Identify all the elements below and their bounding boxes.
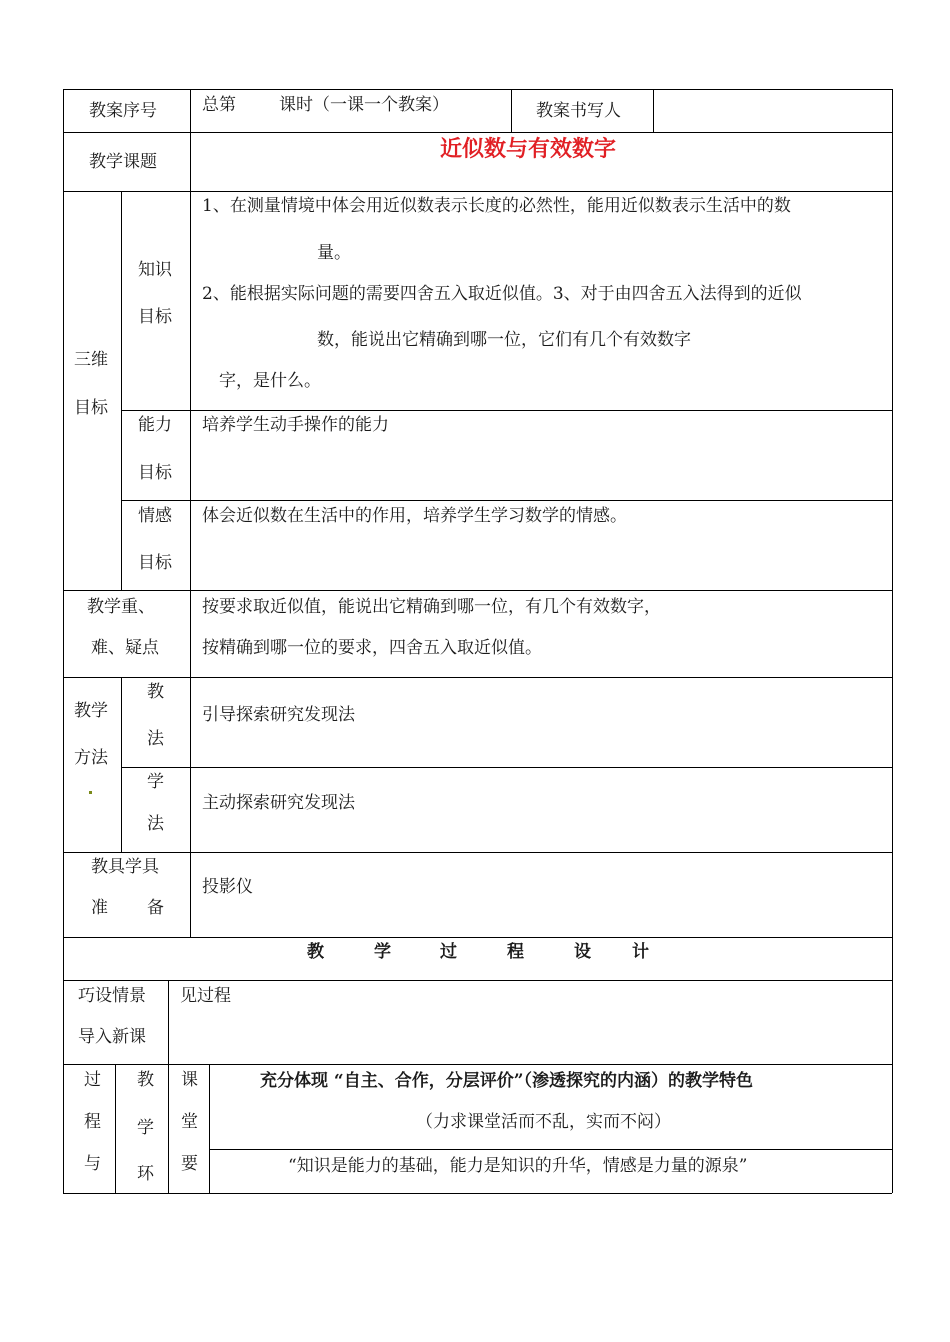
row-divider [63,1064,892,1065]
knowledge-objective-text: 量。 [317,243,351,263]
lesson-title: 近似数与有效数字 [440,136,617,162]
plan-writer-label: 教案书写人 [536,101,621,121]
emotion-objective-label: 目标 [138,553,172,573]
intro-label: 巧设情景 [78,986,146,1006]
key-points-text: 按要求取近似值，能说出它精确到哪一位，有几个有效数字， [202,597,661,617]
process-column-char: 与 [84,1154,101,1174]
emotion-objective-text: 体会近似数在生活中的作用，培养学生学习数学的情感。 [202,506,627,526]
process-design-heading: 计 [632,942,649,962]
knowledge-objective-text: 字，是什么。 [219,371,321,391]
teaching-feature-note: （力求课堂活而不乱，实而不闷） [416,1112,671,1132]
process-column-char: 课 [181,1070,198,1090]
tools-label: 准 [91,898,108,918]
tools-label: 教具学具 [91,857,159,877]
objectives-group-label: 目标 [74,398,108,418]
row-divider [63,191,892,192]
table-border-right [892,89,893,1193]
process-column-char: 过 [84,1070,101,1090]
total-lesson-label: 总第 [202,95,236,115]
period-label: 课时（一课一个教案） [279,95,449,115]
intro-label: 导入新课 [78,1027,146,1047]
col-divider [511,89,512,132]
teaching-feature-text: 充分体现 “自主、合作，分层评价”（渗透探究的内涵）的教学特色 [260,1071,753,1091]
col-divider [653,89,654,132]
ability-objective-label: 目标 [138,463,172,483]
learning-method-label: 法 [147,814,164,834]
teaching-method-label: 教 [147,682,164,702]
row-divider [63,677,892,678]
process-column-char: 环 [137,1164,154,1184]
teaching-method-text: 引导探索研究发现法 [202,705,355,725]
knowledge-objective-text: 数，能说出它精确到哪一位，它们有几个有效数字 [317,330,691,350]
row-divider [63,590,892,591]
topic-label: 教学课题 [89,152,157,172]
teaching-method-label: 法 [147,729,164,749]
ability-objective-label: 能力 [138,415,172,435]
table-border-top [63,89,892,90]
col-divider [168,980,169,1193]
methods-label: 教学 [74,701,108,721]
row-divider [121,410,892,411]
key-points-label: 教学重、 [87,597,155,617]
teaching-quote: “知识是能力的基础，能力是知识的升华，情感是力量的源泉” [288,1156,748,1176]
row-divider [121,500,892,501]
process-design-heading: 教 [307,942,324,962]
process-design-heading: 过 [440,942,457,962]
ability-objective-text: 培养学生动手操作的能力 [202,415,389,435]
tools-text: 投影仪 [202,877,253,897]
process-design-heading: 程 [507,942,524,962]
col-divider [209,1064,210,1193]
stray-mark [89,791,92,794]
tools-label: 备 [147,898,164,918]
learning-method-text: 主动探索研究发现法 [202,793,355,813]
knowledge-objective-label: 目标 [138,307,172,327]
row-divider [209,1149,892,1150]
row-divider [121,767,892,768]
intro-text: 见过程 [180,986,231,1006]
table-border-bottom [63,1193,892,1194]
knowledge-objective-text: 1、在测量情境中体会用近似数表示长度的必然性，能用近似数表示生活中的数 [202,196,791,216]
key-points-label: 难、疑点 [91,638,159,658]
process-column-char: 教 [137,1070,154,1090]
row-divider [63,937,892,938]
key-points-text: 按精确到哪一位的要求，四舍五入取近似值。 [202,638,542,658]
row-divider [63,980,892,981]
methods-label: 方法 [74,748,108,768]
col-divider [190,89,191,937]
row-divider [63,852,892,853]
col-divider [121,191,122,590]
knowledge-objective-label: 知识 [138,260,172,280]
process-design-heading: 设 [574,942,591,962]
knowledge-objective-text: 2、能根据实际问题的需要四舍五入取近似值。3、对于由四舍五入法得到的近似 [202,284,802,304]
col-divider [115,1064,116,1193]
process-column-char: 堂 [181,1112,198,1132]
process-column-char: 学 [137,1118,154,1138]
table-border-left [63,89,64,1193]
emotion-objective-label: 情感 [138,506,172,526]
process-design-heading: 学 [374,942,391,962]
objectives-group-label: 三维 [74,350,108,370]
col-divider [121,677,122,852]
row-divider [63,132,892,133]
learning-method-label: 学 [147,772,164,792]
process-column-char: 程 [84,1112,101,1132]
lesson-sequence-label: 教案序号 [89,101,157,121]
process-column-char: 要 [181,1154,198,1174]
